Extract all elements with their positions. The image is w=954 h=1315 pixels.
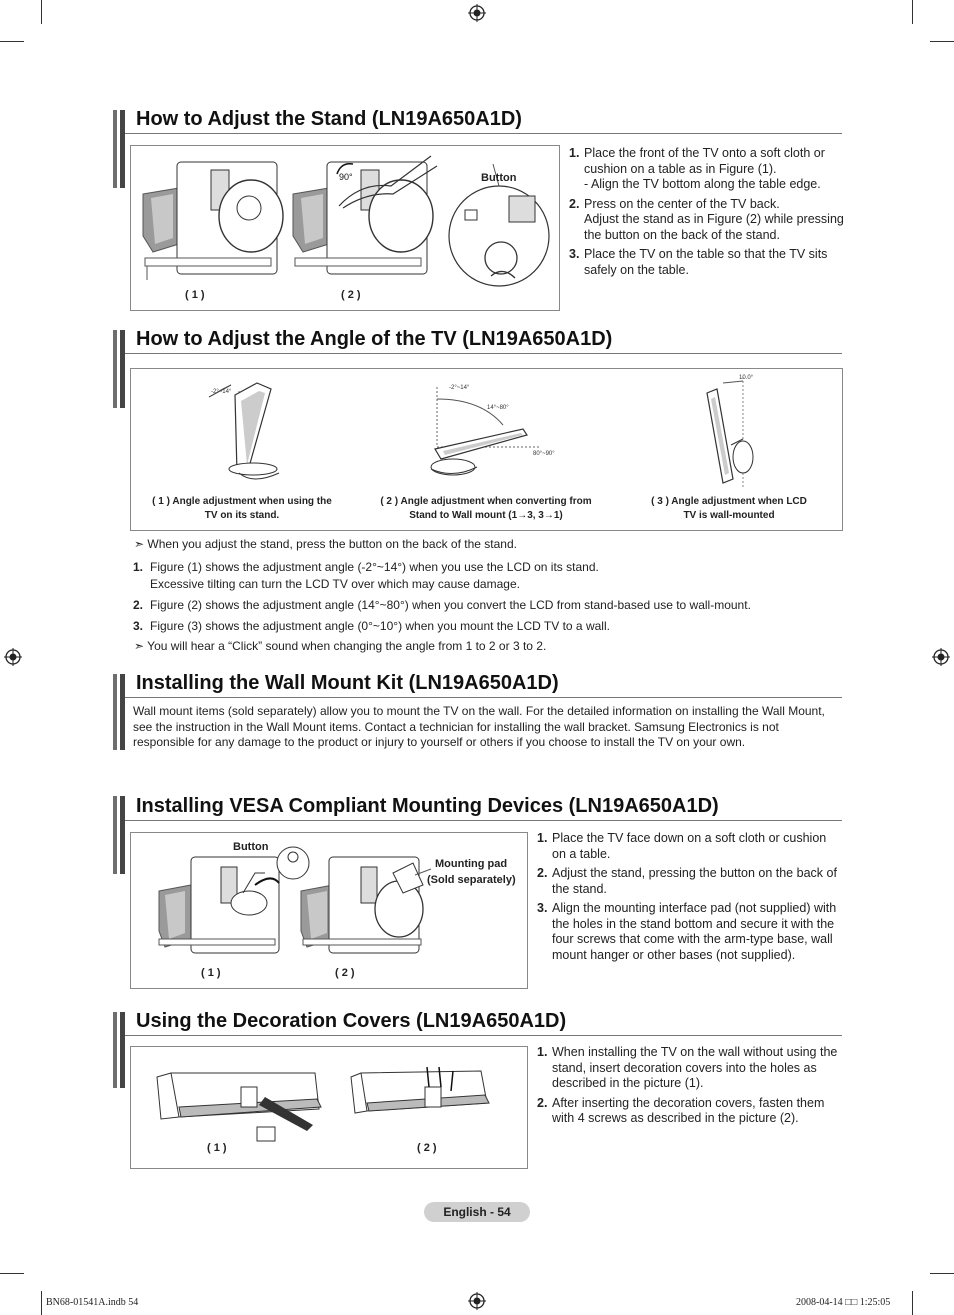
section-title: Installing VESA Compliant Mounting Devices (LN19A650A1D) [136, 795, 719, 817]
list-item: 3. Align the mounting interface pad (not supplied) with the holes in the stand bottom and secure it with the four screws that come with the arm-type base, wall mount hanger or other bases (not supplied). [537, 901, 837, 962]
section-marker [113, 796, 117, 874]
angle-steps [133, 559, 845, 639]
crop-mark [912, 1291, 913, 1315]
list-item: 3. Figure (3) shows the adjustment angle (0°~10°) when you mount the LCD TV to a wall. [133, 619, 610, 633]
list-item: 1. Place the front of the TV onto a soft cloth or cushion on a table as in Figure (1). - Align the TV bottom along the table edge. [569, 146, 825, 191]
section-divider [125, 1035, 842, 1036]
list-item: 2. After inserting the decoration covers, fasten them with 4 screws as described in the picture (2). [537, 1095, 825, 1125]
list-item: 1. Place the TV face down on a soft cloth or cushion on a table. [537, 831, 827, 861]
button-label: Button [481, 172, 517, 184]
section-divider [125, 697, 842, 698]
section-title: Using the Decoration Covers (LN19A650A1D) [136, 1010, 567, 1032]
figure-caption: ( 2 ) Angle adjustment when converting from Stand to Wall mount (1→3, 3→1) [380, 496, 592, 521]
section-title: Installing the Wall Mount Kit (LN19A650A1D) [136, 672, 559, 694]
figure-label: ( 1 ) [201, 967, 221, 979]
section-marker [113, 1012, 117, 1088]
covers-figure [131, 1047, 527, 1168]
footer-timestamp: 2008-04-14 □□ 1:25:05 [796, 1297, 891, 1308]
footer-filename: BN68-01541A.indb 54 [46, 1297, 139, 1308]
note-text: ➣ You will hear a “Click” sound when changing the angle from 1 to 2 or 3 to 2. [134, 639, 547, 653]
section-marker [113, 110, 117, 188]
page-number: English - 54 [424, 1202, 530, 1222]
angle-label: 90° [339, 172, 353, 182]
pad-label: (Sold separately) [427, 874, 516, 886]
section-marker [120, 674, 125, 750]
vesa-figure-box [130, 832, 528, 989]
list-item: 2. Figure (2) shows the adjustment angle (14°~80°) when you convert the LCD from stand-based use to wall-mount. [133, 598, 751, 612]
section-divider [125, 133, 842, 134]
figure-label: ( 1 ) [185, 289, 205, 301]
section-title: How to Adjust the Angle of the TV (LN19A650A1D) [136, 328, 613, 350]
list-item: 2. Adjust the stand, pressing the button on the back of the stand. [537, 866, 837, 896]
section-marker [120, 110, 125, 188]
list-item: 1. Figure (1) shows the adjustment angle (-2°~14°) when you use the LCD on its stand. Excessive tilting can turn the LCD TV over which may cause damage. [133, 560, 599, 591]
registration-mark-icon [4, 648, 22, 666]
note-text: ➣ When you adjust the stand, press the button on the back of the stand. [134, 537, 517, 551]
crop-mark [0, 41, 24, 42]
angle-label: -2°~14° [449, 385, 470, 391]
section-marker [113, 330, 117, 408]
section-marker [120, 1012, 125, 1088]
section-marker [120, 796, 125, 874]
stand-steps [569, 146, 845, 282]
figure-label: ( 2 ) [341, 289, 361, 301]
figure-label: ( 1 ) [207, 1142, 227, 1154]
list-item: 3. Place the TV on the table so that the TV sits safely on the table. [569, 247, 828, 277]
figure-caption: ( 3 ) Angle adjustment when LCD TV is wall-mounted [651, 496, 807, 521]
stand-figure [131, 146, 559, 310]
registration-mark-icon [468, 4, 486, 22]
pad-label: Mounting pad [435, 858, 508, 870]
section-divider [125, 353, 842, 354]
covers-figure-box [130, 1046, 528, 1169]
section-title: How to Adjust the Stand (LN19A650A1D) [136, 108, 522, 130]
angle-figure-box [130, 368, 843, 531]
angle-label: 14°~80° [487, 405, 509, 411]
figure-label: ( 2 ) [417, 1142, 437, 1154]
crop-mark [0, 1273, 24, 1274]
figure-label: ( 2 ) [335, 967, 355, 979]
crop-mark [41, 0, 42, 24]
figure-caption: ( 1 ) Angle adjustment when using the TV on its stand. [152, 496, 332, 521]
list-item: 1. When installing the TV on the wall without using the stand, insert decoration covers into the holes as described in the picture (1). [537, 1045, 838, 1090]
vesa-steps [537, 831, 841, 967]
button-label: Button [233, 841, 269, 853]
vesa-figure [131, 833, 527, 988]
registration-mark-icon [932, 648, 950, 666]
wallmount-paragraph: Wall mount items (sold separately) allow you to mount the TV on the wall. For the detailed information on installing the Wall Mount, see the instruction in the Wall Mount items. Contact a technician for installing the wall bracket. Samsung Electronics is not responsible for any damage to the product or injury to yourself or others if you choose to install the TV on your own. [133, 704, 825, 749]
covers-steps [537, 1045, 841, 1131]
stand-figure-box [130, 145, 560, 311]
angle-figure [131, 369, 842, 491]
crop-mark [912, 0, 913, 24]
section-divider [125, 820, 842, 821]
crop-mark [930, 1273, 954, 1274]
angle-label: 10.0° [739, 375, 754, 381]
section-marker [113, 674, 117, 750]
list-item: 2. Press on the center of the TV back. Adjust the stand as in Figure (2) while pressing the button on the back of the stand. [569, 196, 844, 242]
angle-label: 80°~90° [533, 451, 555, 457]
crop-mark [41, 1291, 42, 1315]
angle-label: -2°~14° [211, 389, 232, 395]
crop-mark [930, 41, 954, 42]
section-marker [120, 330, 125, 408]
registration-mark-icon [468, 1292, 486, 1310]
